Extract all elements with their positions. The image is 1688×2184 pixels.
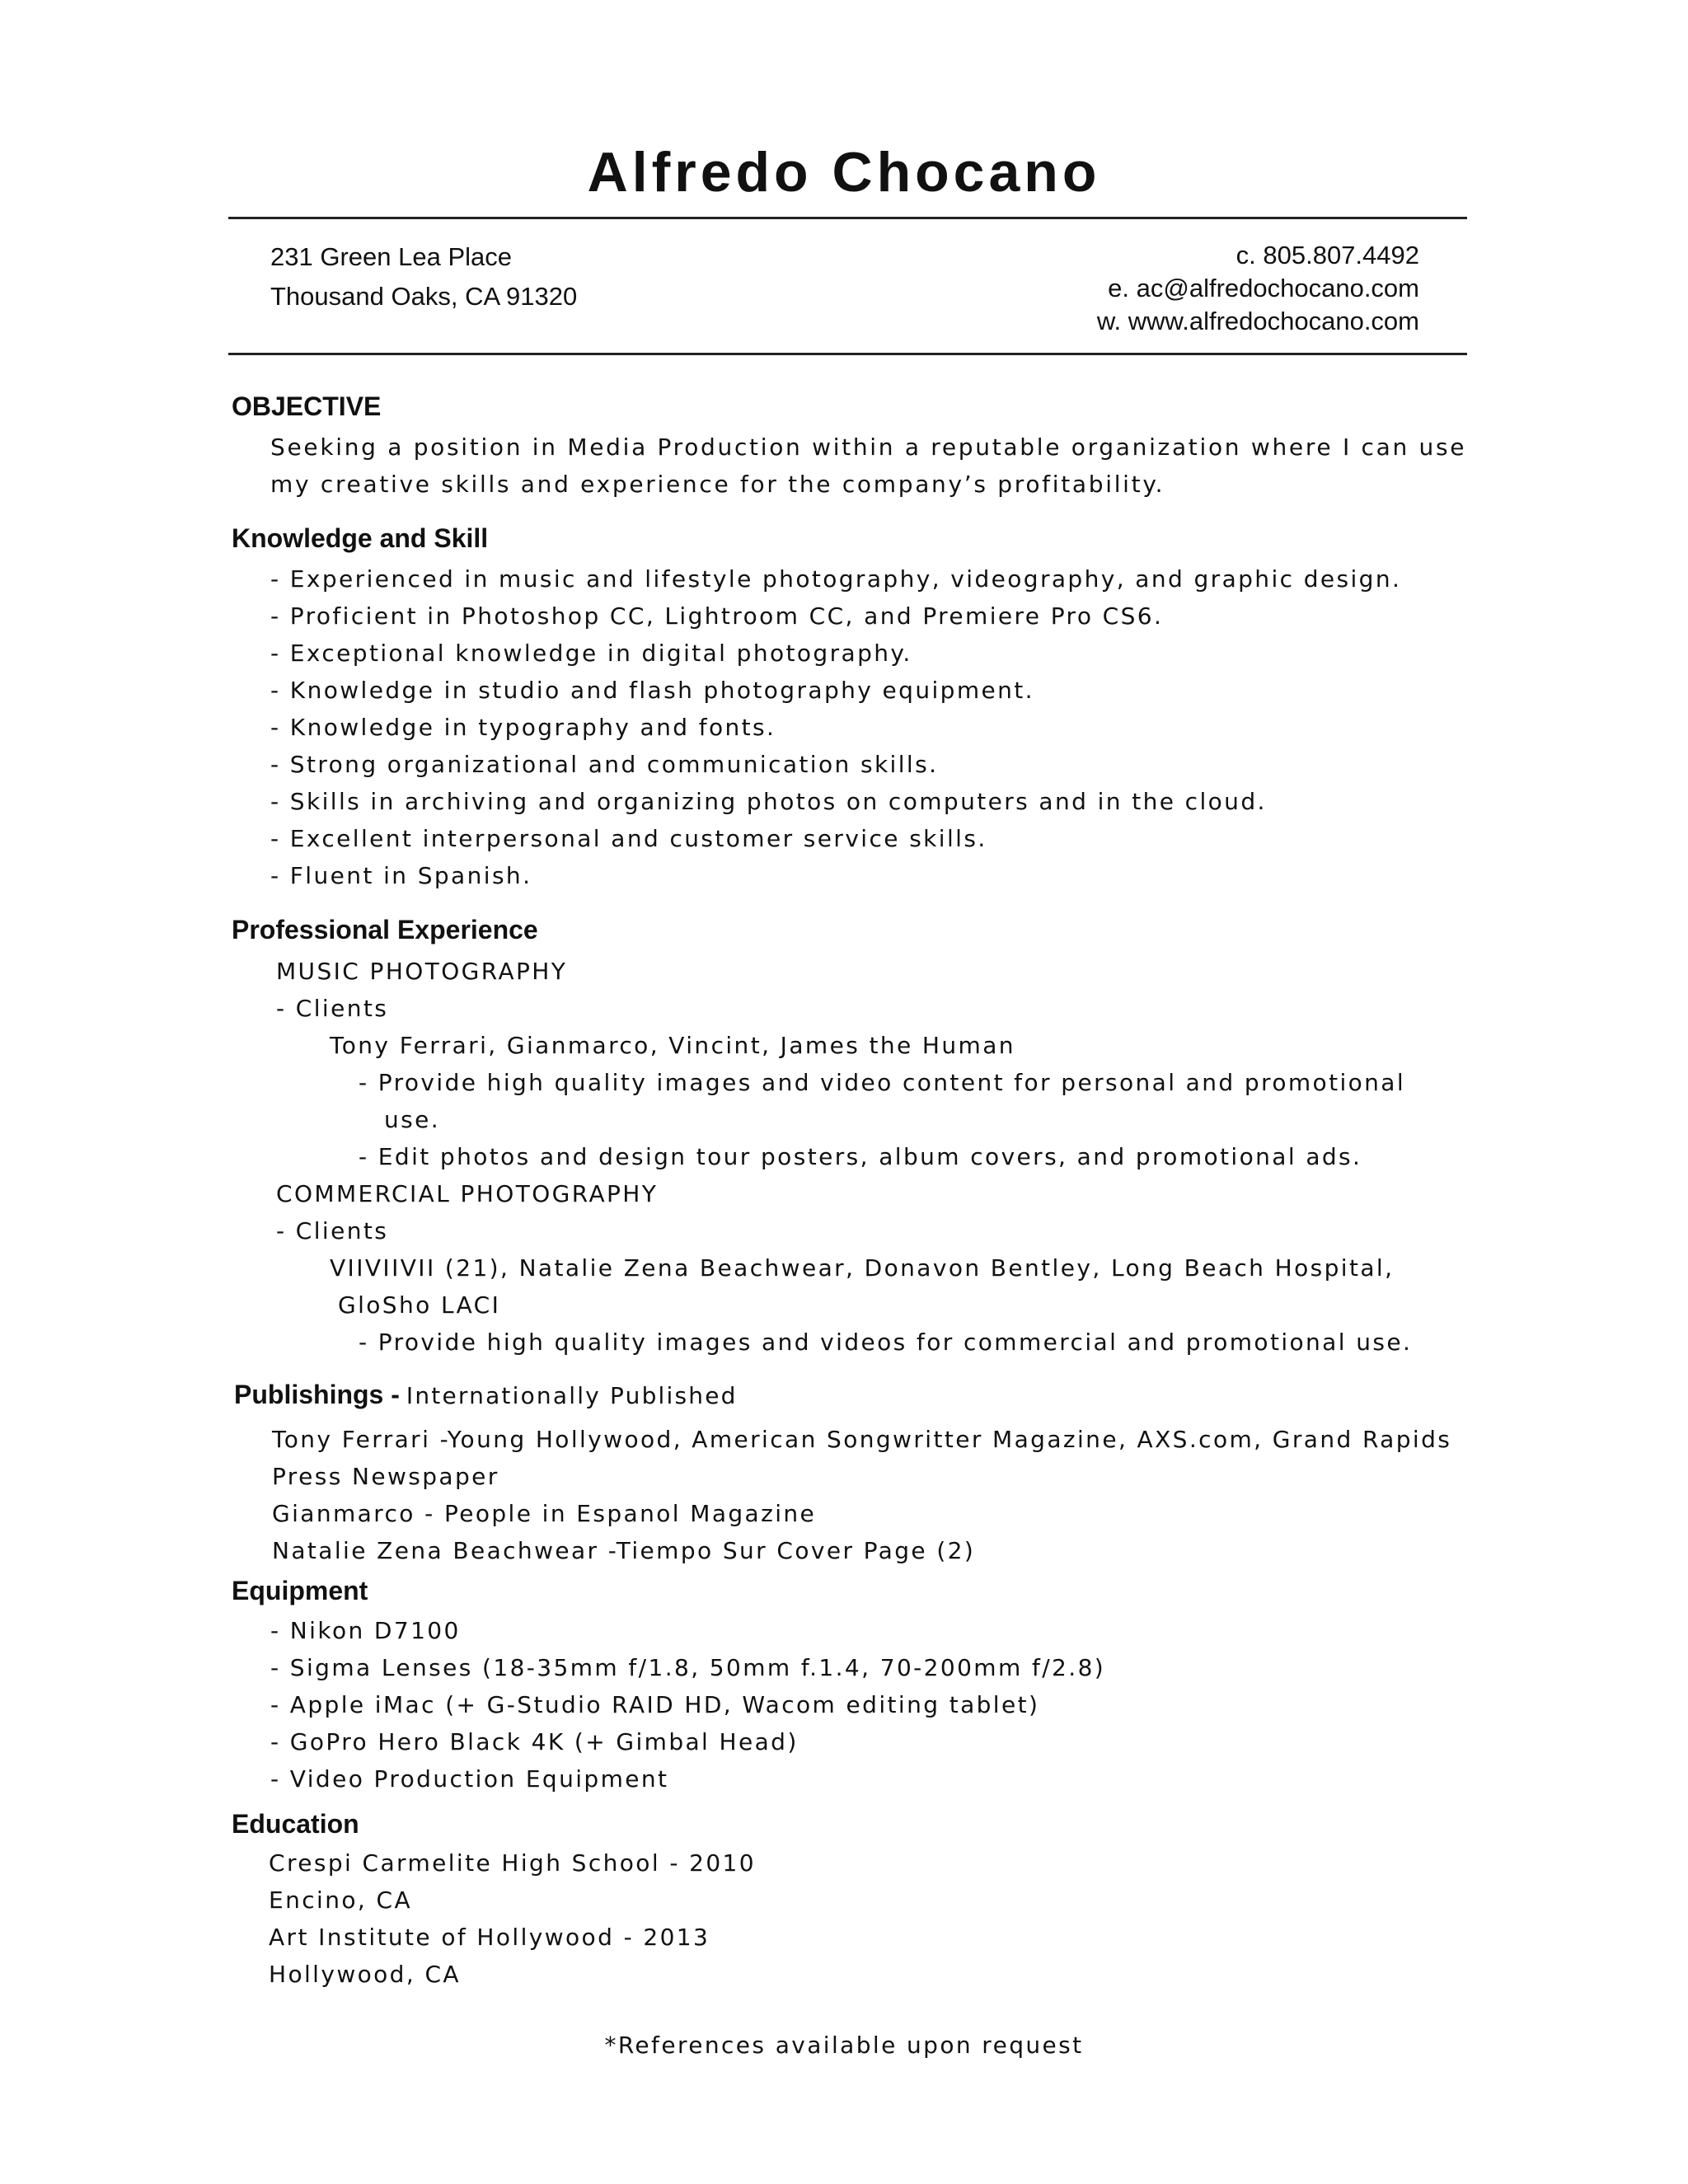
- publication-line: Gianmarco - People in Espanol Magazine: [272, 1500, 817, 1527]
- equipment-item: - Video Production Equipment: [270, 1765, 669, 1793]
- skill-item: - Fluent in Spanish.: [270, 862, 532, 889]
- music-duty: - Provide high quality images and video content for personal and promotional: [359, 1069, 1406, 1096]
- commercial-photography-title: COMMERCIAL PHOTOGRAPHY: [276, 1180, 659, 1207]
- music-clients-label: - Clients: [276, 995, 389, 1022]
- skill-item: - Experienced in music and lifestyle photography, videography, and graphic design.: [270, 565, 1402, 593]
- education-line: Crespi Carmelite High School - 2010: [269, 1849, 756, 1877]
- address-city: Thousand Oaks, CA 91320: [270, 282, 578, 311]
- contact-website: w. www.alfredochocano.com: [1096, 307, 1419, 335]
- music-duty-continued: use.: [384, 1106, 441, 1133]
- objective-line: Seeking a position in Media Production within a reputable organization where I can use: [270, 434, 1467, 461]
- skill-item: - Exceptional knowledge in digital photography.: [270, 640, 912, 667]
- header-top-rule: [228, 217, 1467, 219]
- education-heading: Education: [232, 1809, 359, 1839]
- objective-line: my creative skills and experience for the company’s profitability.: [270, 471, 1165, 498]
- publishings-heading: [234, 1381, 738, 1408]
- skill-item: - Skills in archiving and organizing photos on computers and in the cloud.: [270, 788, 1267, 815]
- music-clients-list: Tony Ferrari, Gianmarco, Vincint, James the Human: [330, 1032, 1015, 1059]
- contact-phone: c. 805.807.4492: [1236, 241, 1419, 269]
- resume-name: Alfredo Chocano: [587, 141, 1101, 204]
- skill-item: - Excellent interpersonal and customer service skills.: [270, 825, 987, 852]
- publishings-subheading: Internationally Published: [406, 1382, 738, 1409]
- equipment-item: - GoPro Hero Black 4K (+ Gimbal Head): [270, 1728, 799, 1755]
- commercial-duty: - Provide high quality images and videos for commercial and promotional use.: [359, 1329, 1413, 1356]
- skills-heading: Knowledge and Skill: [232, 523, 489, 553]
- equipment-item: - Nikon D7100: [270, 1617, 461, 1644]
- education-line: Art Institute of Hollywood - 2013: [269, 1924, 710, 1951]
- equipment-item: - Apple iMac (+ G-Studio RAID HD, Wacom editing tablet): [270, 1691, 1040, 1718]
- publishings-heading-label: Publishings -: [234, 1380, 400, 1409]
- header-bottom-rule: [228, 353, 1467, 355]
- experience-heading: Professional Experience: [232, 915, 538, 944]
- commercial-clients-list: VIIVIIVII (21), Natalie Zena Beachwear, Donavon Bentley, Long Beach Hospital,: [330, 1254, 1395, 1282]
- skill-item: - Knowledge in typography and fonts.: [270, 714, 776, 741]
- publication-line: Natalie Zena Beachwear -Tiempo Sur Cover Page (2): [272, 1537, 976, 1564]
- address-street: 231 Green Lea Place: [270, 242, 512, 271]
- education-line: Encino, CA: [269, 1886, 412, 1914]
- commercial-clients-list-continued: GloSho LACI: [338, 1291, 501, 1319]
- education-line: Hollywood, CA: [269, 1961, 461, 1988]
- references-note: *References available upon request: [604, 2032, 1084, 2059]
- publication-line: Tony Ferrari -Young Hollywood, American Songwritter Magazine, AXS.com, Grand Rapids: [272, 1426, 1452, 1453]
- skill-item: - Knowledge in studio and flash photography equipment.: [270, 677, 1034, 704]
- equipment-item: - Sigma Lenses (18-35mm f/1.8, 50mm f.1.4, 70-200mm f/2.8): [270, 1654, 1106, 1681]
- commercial-clients-label: - Clients: [276, 1217, 389, 1244]
- music-duty: - Edit photos and design tour posters, album covers, and promotional ads.: [359, 1143, 1362, 1170]
- skill-item: - Strong organizational and communication skills.: [270, 751, 939, 778]
- equipment-heading: Equipment: [232, 1576, 368, 1605]
- music-photography-title: MUSIC PHOTOGRAPHY: [276, 958, 568, 985]
- contact-email: e. ac@alfredochocano.com: [1108, 274, 1419, 302]
- publication-line: Press Newspaper: [272, 1463, 499, 1490]
- skill-item: - Proficient in Photoshop CC, Lightroom CC, and Premiere Pro CS6.: [270, 602, 1164, 630]
- objective-heading: OBJECTIVE: [232, 391, 382, 421]
